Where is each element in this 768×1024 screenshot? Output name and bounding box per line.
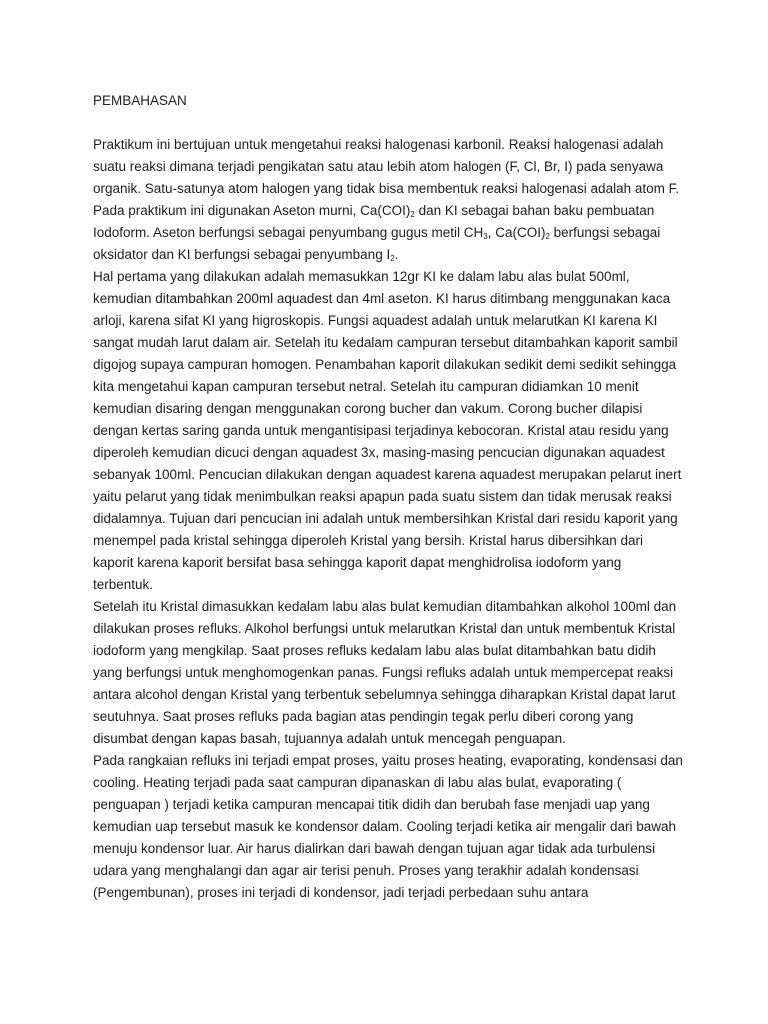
subscript-2b: 2	[545, 232, 550, 241]
subscript-2: 2	[410, 210, 415, 219]
paragraph-procedure: Hal pertama yang dilakukan adalah memasukkan 12gr KI ke dalam labu alas bulat 500ml, kemudian ditambahkan 200ml aquadest dan 4ml aseton. KI harus ditimbang menggunakan kaca arloji, karena sifat KI yang higroskopis. Fungsi aquadest adalah untuk melarutkan KI karena KI sangat mudah larut dalam air. Setelah itu kedalam campuran tersebut ditambahkan kaporit sambil digojog supaya campuran homogen. Penambahan kaporit dilakukan sedikit demi sedikit sehingga kita mengetahui kapan campuran tersebut netral. Setelah itu campuran didiamkan 10 menit kemudian disaring dengan menggunakan corong bucher dan vakum. Corong bucher dilapisi dengan kertas saring ganda untuk mengantisipasi terjadinya kebocoran. Kristal atau residu yang diperoleh kemudian dicuci dengan aquadest 3x, masing-masing pencucian digunakan aquadest sebanyak 100ml. Pencucian dilakukan dengan aquadest karena aquadest merupakan pelarut inert yaitu pelarut yang tidak menimbulkan reaksi apapun pada suatu sistem dan tidak merusak reaksi didalamnya. Tujuan dari pencucian ini adalah untuk membersihkan Kristal dari residu kaporit yang menempel pada kristal sehingga diperoleh Kristal yang bersih. Kristal harus dibersihkan dari kaporit karena kaporit bersifat basa sehingga kaporit dapat menghidrolisa iodoform yang terbentuk.	[93, 269, 682, 592]
subscript-2c: 2	[390, 254, 395, 263]
paragraph-materials-text-3: , Ca(COI)	[487, 225, 546, 240]
heading-spacer	[93, 112, 683, 134]
subscript-3: 3	[483, 232, 488, 241]
paragraph-reflux-stages: Pada rangkaian refluks ini terjadi empat proses, yaitu proses heating, evaporating, kondensasi dan cooling. Heating terjadi pada saat campuran dipanaskan di labu alas bulat, evaporating ( penguapan ) terjadi ketika campuran mencapai titik didih dan berubah fase menjadi uap yang kemudian uap tersebut masuk ke kondensor dalam. Cooling terjadi ketika air mengalir dari bawah menuju kondensor luar. Air harus dialirkan dari bawah dengan tujuan agar tidak ada turbulensi udara yang menghalangi dan agar air terisi penuh. Proses yang terakhir adalah kondensasi (Pengembunan), proses ini terjadi di kondensor, jadi terjadi perbedaan suhu antara	[93, 753, 683, 900]
paragraph-reflux: Setelah itu Kristal dimasukkan kedalam labu alas bulat kemudian ditambahkan alkohol 100ml dan dilakukan proses refluks. Alkohol berfungsi untuk melarutkan Kristal dan untuk membentuk Kristal iodoform yang mengkilap. Saat proses refluks kedalam labu alas bulat ditambahkan batu didih yang berfungsi untuk menghomogenkan panas. Fungsi refluks adalah untuk mempercepat reaksi antara alcohol dengan Kristal yang terbentuk sebelumnya sehingga diharapkan Kristal dapat larut seutuhnya. Saat proses refluks pada bagian atas pendingin tegak perlu diberi corong yang disumbat dengan kapas basah, tujuannya adalah untuk mencegah penguapan.	[93, 599, 677, 746]
section-heading: PEMBAHASAN	[93, 93, 187, 108]
paragraph-materials-text-5: .	[394, 247, 399, 262]
paragraph-materials	[93, 200, 683, 266]
paragraph-materials-text-1: Pada praktikum ini digunakan Aseton murni, Ca(COI)	[93, 203, 411, 218]
paragraph-intro: Praktikum ini bertujuan untuk mengetahui reaksi halogenasi karbonil. Reaksi halogenasi adalah suatu reaksi dimana terjadi pengikatan satu atau lebih atom halogen (F, Cl, Br, I) pada senyawa organik. Satu-satunya atom halogen yang tidak bisa membentuk reaksi halogenasi adalah atom F.	[93, 137, 680, 196]
paragraph-materials-text-4: berfungsi sebagai oksidator dan KI berfungsi sebagai penyumbang I	[93, 225, 661, 262]
paragraph-materials-text-2: dan KI sebagai bahan baku pembuatan Iodoform. Aseton berfungsi sebagai penyumbang gugus metil CH	[93, 203, 655, 240]
document-body	[93, 90, 683, 904]
